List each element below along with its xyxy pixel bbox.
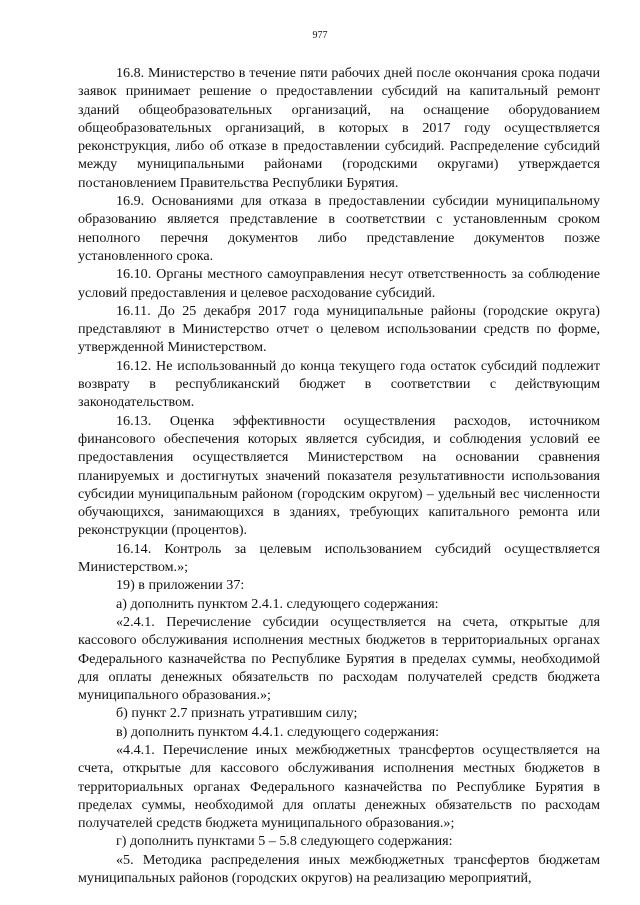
paragraph-16-11: 16.11. До 25 декабря 2017 года муниципальные районы (городские округа) представляют в Министерство отчет о целевом использовании средств по форме, утвержденной Министерством. [78, 302, 600, 356]
paragraph-5: «5. Методика распределения иных межбюджетных трансфертов бюджетам муниципальных районов (городских округов) на реализацию мероприятий, [78, 851, 600, 887]
paragraph-item-a: а) дополнить пунктом 2.4.1. следующего содержания: [116, 595, 439, 612]
paragraph-4-4-1: «4.4.1. Перечисление иных межбюджетных трансфертов осуществляется на счета, открытые для кассового обслуживания исполнения местных бюджетов в территориальных органах Федерального казначейства по Республике Бурятия в пределах суммы, необходимой для оплаты денежных обязательств по расходам получателей средств бюджета муниципального образования.»; [78, 741, 600, 832]
paragraph-16-14: 16.14. Контроль за целевым использованием субсидий осуществляется Министерством.»; [78, 540, 600, 576]
page-number: 977 [312, 30, 328, 41]
document-body [78, 64, 600, 887]
paragraph-16-9: 16.9. Основаниями для отказа в предоставлении субсидии муниципальному образованию является представление в соответствии с установленным сроком неполного перечня документов либо представление документов позже установленного срока. [78, 193, 600, 264]
paragraph-item-g: г) дополнить пунктами 5 – 5.8 следующего содержания: [116, 833, 453, 850]
paragraph-16-10: 16.10. Органы местного самоуправления несут ответственность за соблюдение условий предоставления и целевое расходование субсидий. [78, 266, 600, 301]
paragraph-item-v: в) дополнить пунктом 4.4.1. следующего содержания: [116, 723, 439, 740]
paragraph-16-12: 16.12. Не использованный до конца текущего года остаток субсидий подлежит возврату в республиканский бюджет в соответствии с действующим законодательством. [78, 357, 600, 411]
paragraph-2-4-1: «2.4.1. Перечисление субсидии осуществляется на счета, открытые для кассового обслуживания исполнения местных бюджетов в территориальных органах Федерального казначейства по Республике Бурятия в пределах суммы, необходимой для оплаты денежных обязательств по расходам получателей средств бюджета муниципального образования.»; [78, 613, 600, 704]
paragraph-16-8: 16.8. Министерство в течение пяти рабочих дней после окончания срока подачи заявок принимает решение о предоставлении субсидий на капитальный ремонт зданий общеобразовательных организаций, на оснащение оборудованием общеобразовательных организаций, в которых в 2017 году осуществляется реконструкция, либо об отказе в предоставлении субсидий. Распределение субсидий между муниципальными районами (городскими округами) утверждается постановлением Правительства Республики Бурятия. [78, 65, 600, 191]
paragraph-16-13: 16.13. Оценка эффективности осуществления расходов, источником финансового обеспечения которых является субсидия, и соблюдения условий ее предоставления осуществляется Министерством на основании сравнения планируемых и достигнутых значений показателя результативности использования субсидии муниципальным районом (городским округом) – удельный вес численности обучающихся, занимающихся в зданиях, требующих капитального ремонта или реконструкции (процентов). [78, 412, 600, 539]
paragraph-item-b: б) пункт 2.7 признать утратившим силу; [116, 705, 358, 722]
paragraph-appendix-37: 19) в приложении 37: [116, 577, 245, 594]
